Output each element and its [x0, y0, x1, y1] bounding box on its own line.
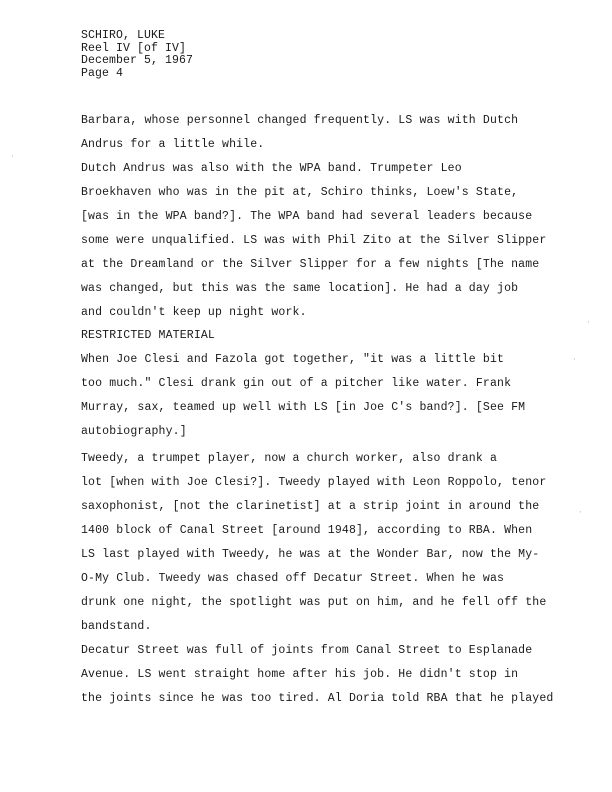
- text-line: LS last played with Tweedy, he was at the Wonder Bar, now the My-: [81, 548, 540, 561]
- text-line: at the Dreamland or the Silver Slipper for a few nights [The name: [81, 258, 540, 271]
- text-line: [was in the WPA band?]. The WPA band had several leaders because: [81, 210, 533, 223]
- text-line: was changed, but this was the same location]. He had a day job: [81, 282, 519, 295]
- text-line: Murray, sax, teamed up well with LS [in Joe C's band?]. [See FM: [81, 401, 526, 414]
- document-header: [81, 30, 193, 80]
- text-line: Tweedy, a trumpet player, now a church worker, also drank a: [81, 452, 498, 465]
- text-line: saxophonist, [not the clarinetist] at a strip joint in around the: [81, 500, 540, 513]
- text-line: Decatur Street was full of joints from Canal Street to Esplanade: [81, 644, 533, 657]
- text-line: drunk one night, the spotlight was put on him, and he fell off the: [81, 596, 547, 609]
- text-line: Andrus for a little while.: [81, 138, 265, 151]
- section-heading: RESTRICTED MATERIAL: [81, 329, 215, 342]
- text-line: O-My Club. Tweedy was chased off Decatur Street. When he was: [81, 572, 505, 585]
- page-number: Page 4: [81, 66, 124, 80]
- scan-speck: ·: [586, 318, 591, 327]
- text-line: lot [when with Joe Clesi?]. Tweedy played with Leon Roppolo, tenor: [81, 476, 547, 489]
- text-line: some were unqualified. LS was with Phil Zito at the Silver Slipper: [81, 234, 547, 247]
- text-line: 1400 block of Canal Street [around 1948], according to RBA. When: [81, 524, 533, 537]
- text-line: bandstand.: [81, 620, 152, 633]
- scan-speck: ·: [10, 152, 15, 161]
- text-line: autobiography.]: [81, 425, 187, 438]
- text-line: the joints since he was too tired. Al Doria told RBA that he played: [81, 692, 554, 705]
- text-line: too much." Clesi drank gin out of a pitcher like water. Frank: [81, 377, 512, 390]
- text-line: Dutch Andrus was also with the WPA band. Trumpeter Leo: [81, 162, 462, 175]
- reel-number: Reel IV [of IV]: [81, 41, 187, 55]
- text-line: Broekhaven who was in the pit at, Schiro thinks, Loew's State,: [81, 186, 519, 199]
- text-line: When Joe Clesi and Fazola got together, "it was a little bit: [81, 353, 505, 366]
- text-line: and couldn't keep up night work.: [81, 306, 307, 319]
- scan-speck: ·: [578, 508, 583, 517]
- scan-speck: ·: [572, 355, 577, 364]
- text-line: Barbara, whose personnel changed frequently. LS was with Dutch: [81, 114, 519, 127]
- interviewee-name: SCHIRO, LUKE: [81, 29, 166, 42]
- text-line: Avenue. LS went straight home after his job. He didn't stop in: [81, 668, 519, 681]
- interview-date: December 5, 1967: [81, 54, 194, 68]
